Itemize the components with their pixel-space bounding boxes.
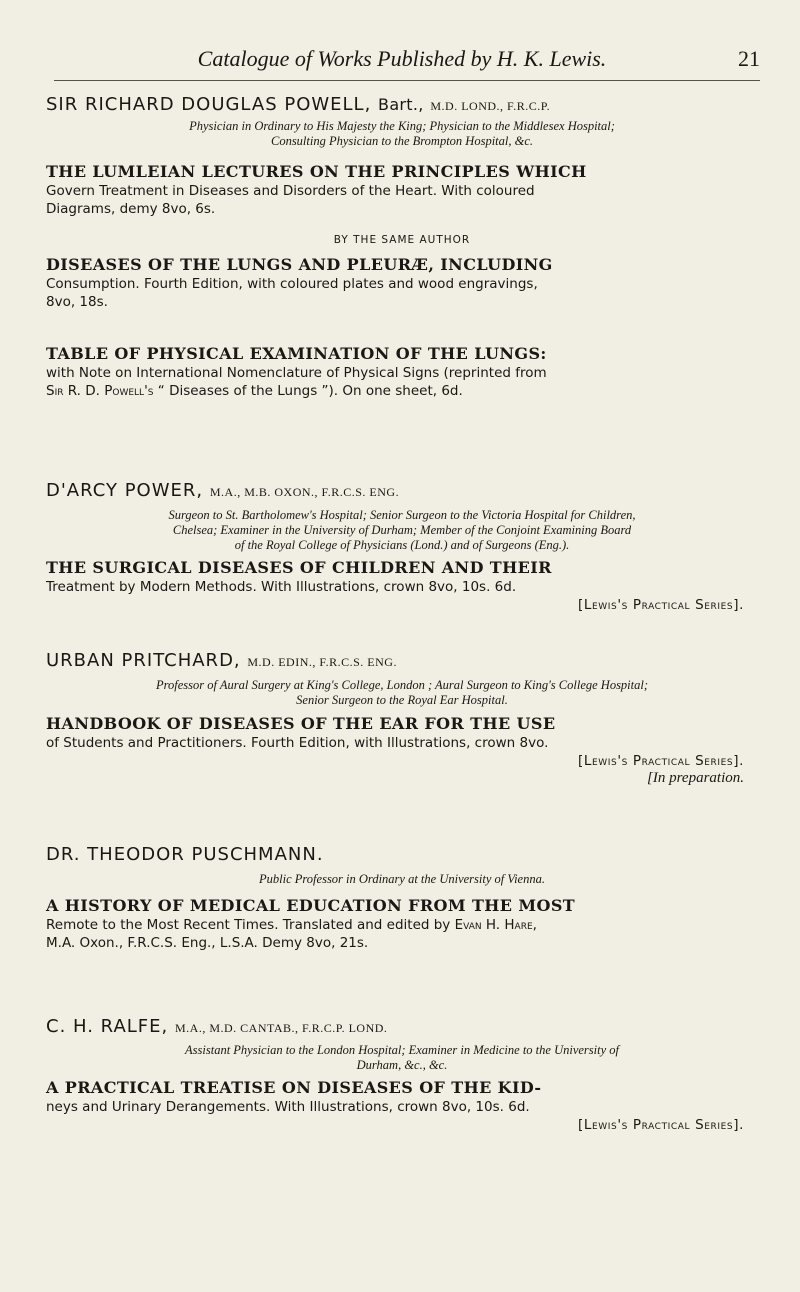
book-description-pre: Remote to the Most Recent Times. Translated and edited by xyxy=(46,917,455,933)
author-name: DR. THEODOR PUSCHMANN. xyxy=(46,844,324,865)
running-head xyxy=(44,42,760,76)
book-entry xyxy=(46,1078,760,1134)
book-title: THE SURGICAL DISEASES OF CHILDREN AND THEIR xyxy=(46,558,552,577)
series-label: [Lewis's Practical Series]. xyxy=(578,1117,744,1133)
author-heading-powell xyxy=(46,94,760,115)
book-title: TABLE OF PHYSICAL EXAMINATION OF THE LUNGS: xyxy=(46,344,547,363)
book-entry xyxy=(46,714,760,787)
affiliation-line: of the Royal College of Physicians (Lond.) and of Surgeons (Eng.). xyxy=(234,538,570,552)
book-entry xyxy=(46,896,760,952)
author-affiliation xyxy=(44,872,760,887)
book-entry xyxy=(46,162,760,218)
book-description-rest: “ Diseases of the Lungs ”). On one sheet, 6d. xyxy=(153,383,463,399)
book-description: Diagrams, demy 8vo, 6s. xyxy=(46,201,216,217)
author-name: URBAN PRITCHARD, xyxy=(46,650,241,671)
affiliation-line: Surgeon to St. Bartholomew's Hospital; Senior Surgeon to the Victoria Hospital for Children, xyxy=(168,508,636,522)
book-description xyxy=(46,382,760,400)
book-description: neys and Urinary Derangements. With Illustrations, crown 8vo, 10s. 6d. xyxy=(46,1099,530,1115)
author-heading-pritchard xyxy=(46,650,760,671)
author-heading-power xyxy=(46,480,760,501)
book-title: A PRACTICAL TREATISE ON DISEASES OF THE KID- xyxy=(46,1078,542,1097)
author-name: D'ARCY POWER, xyxy=(46,480,204,501)
author-degrees: M.A., M.D. CANTAB., F.R.C.P. LOND. xyxy=(174,1021,388,1035)
author-name: SIR RICHARD DOUGLAS POWELL, xyxy=(46,94,372,115)
book-description xyxy=(46,916,760,934)
book-description: Consumption. Fourth Edition, with coloured plates and wood engravings, xyxy=(46,276,538,292)
author-heading-puschmann xyxy=(46,844,760,865)
book-description: Govern Treatment in Diseases and Disorders of the Heart. With coloured xyxy=(46,183,535,199)
author-rank: Bart., xyxy=(378,95,424,114)
book-title: DISEASES OF THE LUNGS AND PLEURÆ, INCLUDING xyxy=(46,255,553,274)
publication-status: [In preparation. xyxy=(647,770,744,786)
author-affiliation xyxy=(44,508,760,553)
running-head-title: Catalogue of Works Published by H. K. Lewis. xyxy=(197,46,607,71)
book-author-ref: Sir R. D. Powell's xyxy=(46,383,154,399)
affiliation-line: Consulting Physician to the Brompton Hospital, &c. xyxy=(270,134,534,148)
series-label: [Lewis's Practical Series]. xyxy=(578,597,744,613)
book-title: A HISTORY OF MEDICAL EDUCATION FROM THE MOST xyxy=(46,896,576,915)
author-heading-ralfe xyxy=(46,1016,760,1037)
series-label: [Lewis's Practical Series]. xyxy=(578,753,744,769)
author-degrees: M.A., M.B. OXON., F.R.C.S. ENG. xyxy=(209,485,400,499)
book-description: with Note on International Nomenclature of Physical Signs (reprinted from xyxy=(46,365,547,381)
affiliation-line: Physician in Ordinary to His Majesty the King; Physician to the Middlesex Hospital; xyxy=(189,119,615,133)
affiliation-line: Professor of Aural Surgery at King's College, London ; Aural Surgeon to King's College Hospital; xyxy=(155,678,649,692)
author-name: C. H. RALFE, xyxy=(46,1016,169,1037)
book-description: M.A. Oxon., F.R.C.S. Eng., L.S.A. Demy 8vo, 21s. xyxy=(46,935,369,951)
author-affiliation xyxy=(44,119,760,149)
affiliation-line: Durham, &c., &c. xyxy=(356,1058,448,1072)
book-description: Treatment by Modern Methods. With Illustrations, crown 8vo, 10s. 6d. xyxy=(46,579,517,595)
book-entry xyxy=(46,344,760,400)
affiliation-line: Public Professor in Ordinary at the University of Vienna. xyxy=(259,872,545,886)
author-degrees: M.D. EDIN., F.R.C.S. ENG. xyxy=(247,655,397,669)
author-affiliation xyxy=(44,678,760,708)
affiliation-line: Chelsea; Examiner in the University of Durham; Member of the Conjoint Examining Board xyxy=(172,523,632,537)
affiliation-line: Assistant Physician to the London Hospital; Examiner in Medicine to the University of xyxy=(185,1043,619,1057)
page-number: 21 xyxy=(738,46,760,71)
book-entry xyxy=(46,255,760,311)
book-title: THE LUMLEIAN LECTURES ON THE PRINCIPLES WHICH xyxy=(46,162,587,181)
by-same-author-note: BY THE SAME AUTHOR xyxy=(333,234,471,246)
book-description: 8vo, 18s. xyxy=(46,294,108,310)
book-title: HANDBOOK OF DISEASES OF THE EAR FOR THE USE xyxy=(46,714,556,733)
book-entry xyxy=(46,558,760,614)
editor-name: Evan H. Hare, xyxy=(454,917,537,933)
author-affiliation xyxy=(44,1043,760,1073)
affiliation-line: Senior Surgeon to the Royal Ear Hospital. xyxy=(296,693,508,707)
author-degrees: M.D. LOND., F.R.C.P. xyxy=(430,99,551,113)
header-rule xyxy=(54,80,760,81)
book-description: of Students and Practitioners. Fourth Edition, with Illustrations, crown 8vo. xyxy=(46,735,549,751)
